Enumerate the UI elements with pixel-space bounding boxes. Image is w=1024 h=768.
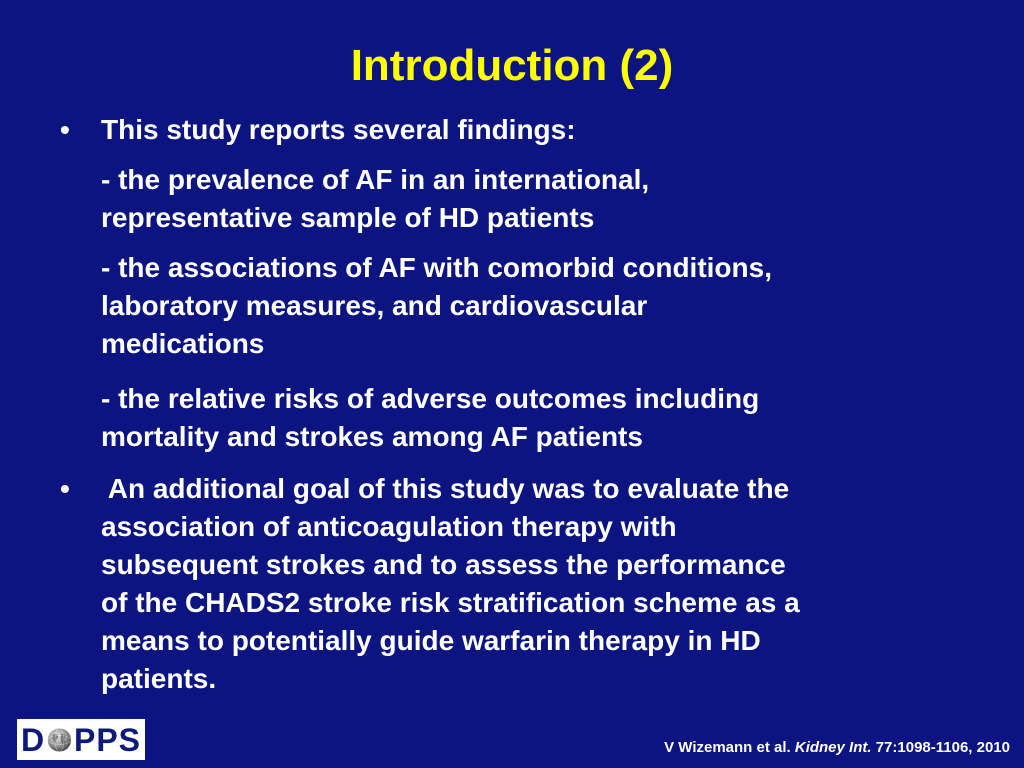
bullet-2-line-4: of the CHADS2 stroke risk stratification scheme as a [101, 587, 800, 618]
subitem-risks-line-2: mortality and strokes among AF patients [101, 421, 643, 452]
bullet-2-line-6: patients. [101, 663, 217, 694]
citation-authors: V Wizemann et al. [664, 739, 795, 756]
logo-letter-d: D [21, 721, 46, 758]
bullet-marker: • [60, 473, 70, 504]
bullet-1-line-1: This study reports several findings: [101, 114, 576, 145]
bullet-2-line-1: An additional goal of this study was to evaluate the [101, 473, 790, 504]
dopps-logo [17, 719, 145, 760]
globe-icon [46, 725, 73, 755]
bullet-marker: • [60, 114, 70, 145]
subitem-prevalence-line-1: - the prevalence of AF in an international, [101, 164, 650, 195]
logo-letters-pps: PPS [73, 721, 141, 758]
citation-details: 77:1098-1106, 2010 [871, 739, 1010, 756]
subitem-risks-line-1: - the relative risks of adverse outcomes including [101, 383, 760, 414]
subitem-associations-line-3: medications [101, 328, 265, 359]
subitem-prevalence-line-2: representative sample of HD patients [101, 202, 595, 233]
citation [664, 738, 1010, 758]
subitem-associations-line-1: - the associations of AF with comorbid conditions, [101, 252, 772, 283]
subitem-associations-line-2: laboratory measures, and cardiovascular [101, 290, 648, 321]
bullet-2-line-3: subsequent strokes and to assess the performance [101, 549, 786, 580]
citation-journal: Kidney Int. [794, 739, 872, 756]
bullet-2-line-5: means to potentially guide warfarin therapy in HD [101, 625, 761, 656]
bullet-2-line-2: association of anticoagulation therapy with [101, 511, 677, 542]
slide-title: Introduction (2) [350, 41, 674, 90]
